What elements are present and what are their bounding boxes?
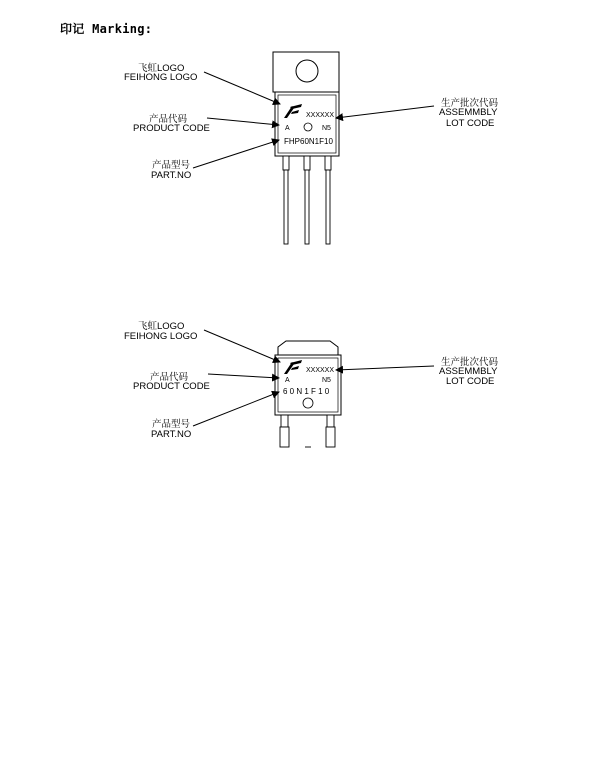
package-leads	[283, 156, 331, 244]
logo-label-cn: 飞虹LOGO	[138, 321, 185, 332]
arrow-icon	[207, 118, 279, 125]
part-number-mark: FHP60N1F10	[284, 137, 333, 146]
product-code-label-cn: 产品代码	[149, 114, 188, 125]
part-number-mark: 6 0 N 1 F 1 0	[283, 387, 330, 396]
arrow-icon	[204, 72, 280, 104]
part-no-label-cn: 产品型号	[152, 419, 191, 430]
product-code-label-en: PRODUCT CODE	[133, 381, 210, 392]
lot-code-label-en1: ASSEMMBLY	[439, 107, 498, 118]
to220-marking-figure	[0, 40, 616, 260]
suffix-mark: N5	[322, 125, 331, 132]
ejector-pin-mark	[304, 123, 312, 131]
part-no-label-en: PART.NO	[151, 429, 192, 440]
lot-code-mark: XXXXXX	[306, 367, 335, 374]
logo-label-en: FEIHONG LOGO	[124, 331, 198, 342]
package-tab	[278, 341, 338, 355]
mounting-hole	[296, 60, 318, 82]
arrow-icon	[193, 140, 279, 168]
logo-label-en: FEIHONG LOGO	[124, 72, 198, 83]
arrow-icon	[336, 106, 434, 118]
page-heading: 印记 Marking:	[60, 22, 153, 36]
product-code-mark: A	[285, 377, 290, 384]
lot-code-label-en2: LOT CODE	[446, 118, 495, 129]
part-no-label-en: PART.NO	[151, 170, 192, 181]
lot-code-mark: XXXXXX	[306, 112, 335, 119]
ejector-pin-mark	[303, 398, 313, 408]
part-no-label-cn: 产品型号	[152, 160, 191, 171]
lot-code-label-cn: 生产批次代码	[441, 357, 499, 368]
product-code-label-cn: 产品代码	[150, 372, 189, 383]
arrow-icon	[208, 374, 279, 378]
package-leads	[280, 415, 335, 447]
suffix-mark: N5	[322, 377, 331, 384]
lot-code-label-en2: LOT CODE	[446, 376, 495, 387]
product-code-label-en: PRODUCT CODE	[133, 123, 210, 134]
to252-marking-figure	[0, 310, 616, 450]
lot-code-label-en1: ASSEMMBLY	[439, 366, 498, 377]
lot-code-label-cn: 生产批次代码	[441, 98, 499, 109]
arrow-icon	[204, 330, 280, 362]
product-code-mark: A	[285, 125, 290, 132]
arrow-icon	[336, 366, 434, 370]
arrow-icon	[193, 392, 279, 426]
logo-label-cn: 飞虹LOGO	[138, 63, 185, 74]
